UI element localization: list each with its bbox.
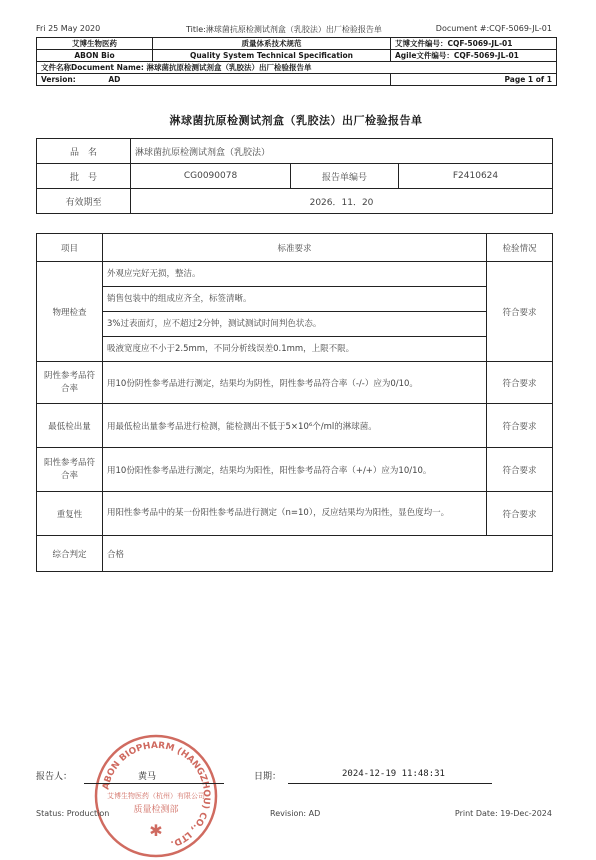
product-name-value: 淋球菌抗原检测试剂盒（乳胶法）: [131, 139, 553, 164]
version-value: AD: [108, 75, 121, 84]
version-label: Version:: [41, 75, 76, 84]
system-en: Quality System Technical Specification: [153, 50, 391, 62]
seal-text-en: ABON BIOPHARM (HANGZHOU) CO., LTD.: [101, 740, 212, 849]
signature-area: [36, 769, 556, 789]
repeatability-result: 符合要求: [487, 492, 553, 536]
detection-limit-result: 符合要求: [487, 404, 553, 448]
system-cn: 质量体系技术规范: [153, 38, 391, 50]
negative-rate-standard: 用10份阴性参考品进行测定，结果均为阴性，阴性参考品符合率（-/-）应为0/10。: [103, 362, 487, 404]
date-value: 2024-12-19 11:48:31: [342, 769, 445, 779]
positive-rate-item: 阳性参考品符合率: [37, 448, 103, 492]
company-seal-stamp: [92, 732, 220, 860]
physical-line-migration: 3%过表面灯，应不超过2分钟，测试测试时间判色状态。: [103, 312, 486, 337]
reporter-name: 黄马: [138, 772, 157, 782]
page-indicator: Page 1 of 1: [391, 74, 557, 86]
detection-limit-item: 最低检出量: [37, 404, 103, 448]
seal-text-cn: 艾博生物医药（杭州）有限公司: [107, 792, 205, 800]
top-date: Fri 25 May 2020: [36, 24, 101, 33]
report-title: 淋球菌抗原检测试剂盒（乳胶法）出厂检验报告单: [169, 114, 423, 127]
top-document-number: Document #:CQF-5069-JL-01: [435, 24, 552, 33]
batch-value: CG0090078: [131, 164, 291, 189]
negative-rate-item: 阴性参考品符合率: [37, 362, 103, 404]
inspection-table: [36, 233, 553, 572]
positive-rate-result: 符合要求: [487, 448, 553, 492]
negative-rate-result: 符合要求: [487, 362, 553, 404]
header-standard: 标准要求: [103, 234, 487, 262]
reporter-underline: [84, 783, 224, 784]
physical-check-result: 符合要求: [487, 262, 553, 362]
seal-star-icon: ✱: [149, 821, 163, 840]
report-number-label: 报告单编号: [291, 164, 399, 189]
report-number-value: F2410624: [399, 164, 553, 189]
product-info-table: [36, 138, 553, 214]
top-title: Title:淋球菌抗原检测试剂盒（乳胶法）出厂检验报告单: [186, 25, 382, 34]
conclusion-value: 合格: [103, 536, 553, 572]
repeatability-standard: 用阳性参考品中的某一份阳性参考品进行测定（n=10），反应结果均为阳性，显色度均一。: [103, 492, 487, 536]
conclusion-label: 综合判定: [37, 536, 103, 572]
expiry-value: 2026．11．20: [131, 189, 553, 214]
detection-limit-standard: 用最低检出量参考品进行检测，能检测出不低于5×10⁶个/ml的淋球菌。: [103, 404, 487, 448]
document-name: 文件名称Document Name: 淋球菌抗原检测试剂盒（乳胶法）出厂检验报告单: [37, 62, 557, 74]
batch-label: 批 号: [37, 164, 131, 189]
footer-print-date: Print Date: 19-Dec-2024: [454, 809, 552, 818]
header-item: 项目: [37, 234, 103, 262]
physical-line-packaging: 销售包装中的组成应齐全，标签清晰。: [103, 287, 486, 312]
date-underline: [288, 783, 492, 784]
footer-status: Status: Production: [36, 809, 110, 818]
expiry-label: 有效期至: [37, 189, 131, 214]
reporter-label: 报告人：: [36, 772, 73, 782]
product-name-label: 品 名: [37, 139, 131, 164]
positive-rate-standard: 用10份阳性参考品进行测定，结果均为阳性，阳性参考品符合率（+/+）应为10/10。: [103, 448, 487, 492]
physical-line-width: 吸液宽度应不小于2.5mm，不同分析线误差0.1mm，上限不限。: [107, 344, 355, 354]
date-label: 日期：: [254, 772, 282, 782]
header-table: [36, 37, 557, 86]
doc-number-agile: Agile文件编号：CQF-5069-JL-01: [391, 50, 557, 62]
doc-number-cn: 艾博文件编号：CQF-5069-JL-01: [391, 38, 557, 50]
repeatability-item: 重复性: [37, 492, 103, 536]
physical-line-appearance: 外观应完好无损，整洁。: [103, 262, 486, 287]
version-cell: [37, 74, 391, 86]
physical-check-standards: [103, 262, 487, 362]
company-en: ABON Bio: [37, 50, 153, 62]
seal-center-text: 质量检测部: [133, 805, 179, 815]
physical-check-item: 物理检查: [37, 262, 103, 362]
header-result: 检验情况: [487, 234, 553, 262]
company-cn: 艾博生物医药: [37, 38, 153, 50]
footer-revision: Revision: AD: [270, 809, 321, 818]
